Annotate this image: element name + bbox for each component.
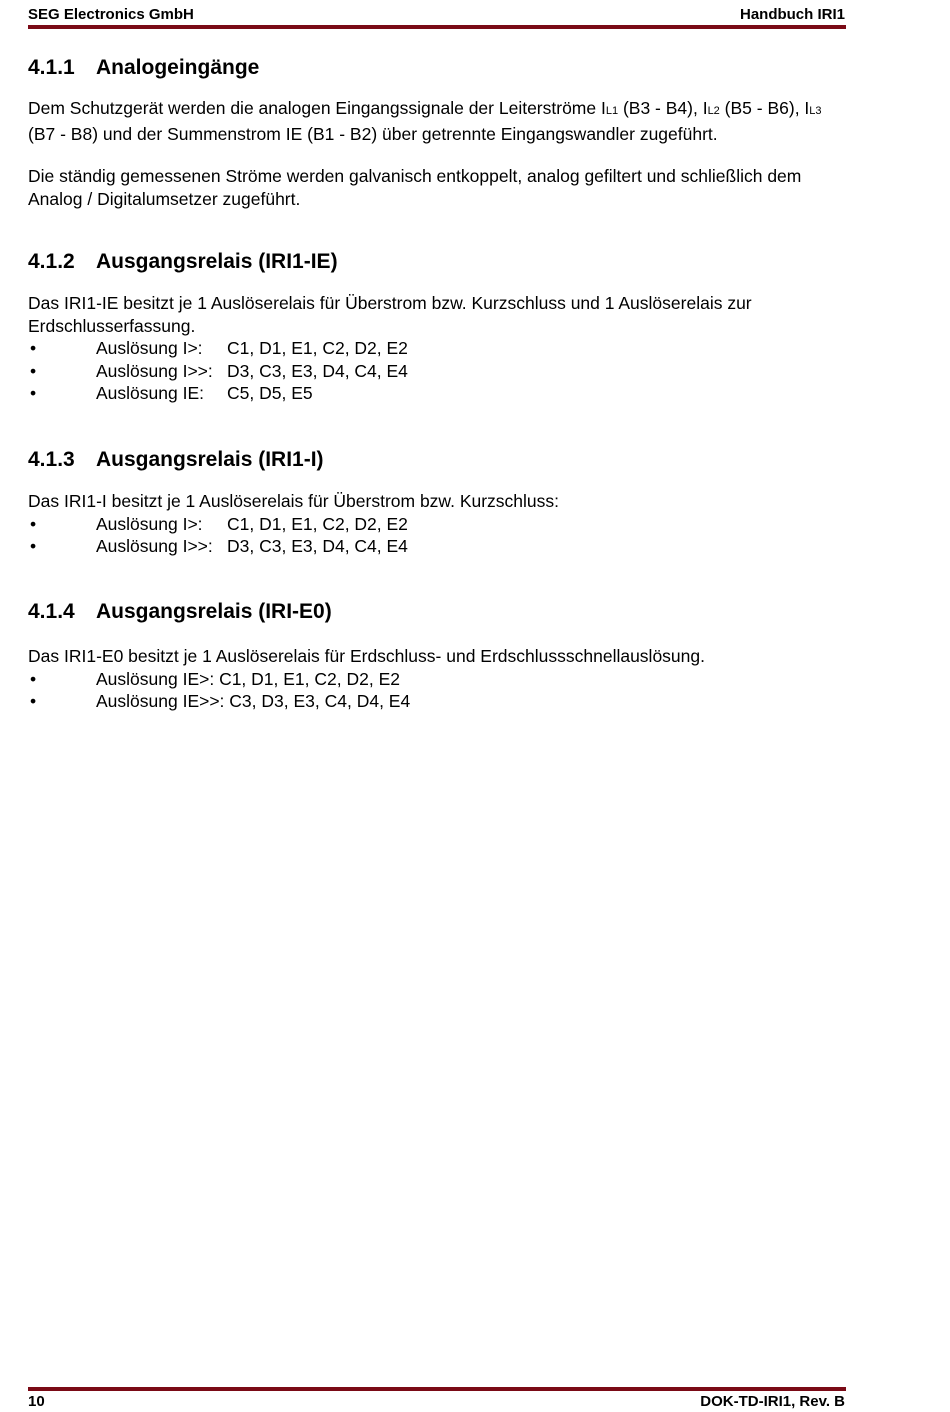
item-label: Auslösung I>: (96, 338, 203, 358)
list-item (28, 668, 846, 691)
section-number: 4.1.1 (28, 56, 75, 79)
header-manual-title: Handbuch IRI1 (739, 6, 845, 23)
paragraph (28, 97, 846, 145)
item-value: D3, C3, E3, D4, C4, E4 (227, 360, 408, 381)
item-value: C1, D1, E1, C2, D2, E2 (227, 338, 408, 358)
list-item (28, 513, 846, 536)
footer-rule (28, 1387, 846, 1391)
subscript: L2 (707, 105, 720, 117)
section-4-1-3 (28, 446, 846, 558)
bullet-icon: • (30, 513, 37, 534)
paragraph: Das IRI1-I besitzt je 1 Auslöserelais für Überstrom bzw. Kurzschluss: (28, 491, 560, 511)
section-number: 4.1.3 (28, 448, 75, 471)
list-item (28, 337, 846, 360)
section-heading (28, 598, 846, 626)
header-rule (28, 25, 846, 29)
bullet-icon: • (30, 360, 37, 381)
bullet-icon: • (30, 536, 37, 557)
section-title: Ausgangsrelais (IRI1-IE) (96, 250, 338, 273)
section-heading (28, 54, 846, 82)
bullet-icon: • (30, 383, 37, 404)
bullet-list (28, 337, 846, 405)
text: (B7 - B8) und der Summenstrom IE (B1 - B2) über getrennte Eingangswandler zugeführt. (28, 123, 718, 144)
bullet-list (28, 668, 846, 713)
paragraph: Das IRI1-E0 besitzt je 1 Auslöserelais für Erdschluss- und Erdschlussschnellauslösung. (28, 646, 705, 666)
item-value: D3, C3, E3, D4, C4, E4 (227, 536, 408, 557)
item-label: Auslösung I>>: (96, 360, 213, 381)
section-heading (28, 446, 846, 474)
section-4-1-1 (28, 54, 846, 210)
text: (B5 - B6), I (719, 98, 810, 118)
section-number: 4.1.2 (28, 250, 75, 273)
item-label: Auslösung I>: (96, 513, 203, 534)
list-item (28, 360, 846, 383)
item-text: Auslösung IE>: C1, D1, E1, C2, D2, E2 (96, 668, 400, 689)
item-value: C5, D5, E5 (227, 383, 313, 404)
list-item (28, 690, 846, 713)
list-item (28, 382, 846, 405)
section-heading (28, 248, 846, 276)
bullet-list (28, 513, 846, 558)
item-label: Auslösung IE: (96, 383, 204, 404)
header-company: SEG Electronics GmbH (28, 6, 194, 23)
list-item (28, 535, 846, 558)
subscript: L1 (605, 105, 619, 117)
paragraph: Das IRI1-IE besitzt je 1 Auslöserelais für Überstrom bzw. Kurzschluss und 1 Auslöserelais zur Erdschlusserfassung. (28, 293, 752, 336)
section-title: Ausgangsrelais (IRI-E0) (96, 600, 332, 623)
paragraph: Die ständig gemessenen Ströme werden galvanisch entkoppelt, analog gefiltert und schließlich dem Analog / Digitalumsetzer zugeführt. (28, 166, 802, 209)
text: Dem Schutzgerät werden die analogen Eingangssignale der Leiterströme I (28, 98, 606, 118)
section-title: Analogeingänge (96, 56, 260, 79)
section-title: Ausgangsrelais (IRI1-I) (96, 448, 324, 471)
section-4-1-2 (28, 248, 846, 405)
document-id: DOK-TD-IRI1, Rev. B (700, 1393, 845, 1410)
item-label: Auslösung I>>: (96, 536, 213, 557)
subscript: L3 (809, 105, 822, 117)
item-value: C1, D1, E1, C2, D2, E2 (227, 513, 408, 534)
bullet-icon: • (30, 668, 37, 689)
section-number: 4.1.4 (28, 600, 75, 623)
bullet-icon: • (30, 691, 37, 712)
item-text: Auslösung IE>>: C3, D3, E3, C4, D4, E4 (96, 691, 411, 712)
text: (B3 - B4), I (618, 98, 708, 118)
section-4-1-4 (28, 598, 846, 713)
page-number: 10 (28, 1393, 45, 1410)
bullet-icon: • (30, 338, 37, 358)
